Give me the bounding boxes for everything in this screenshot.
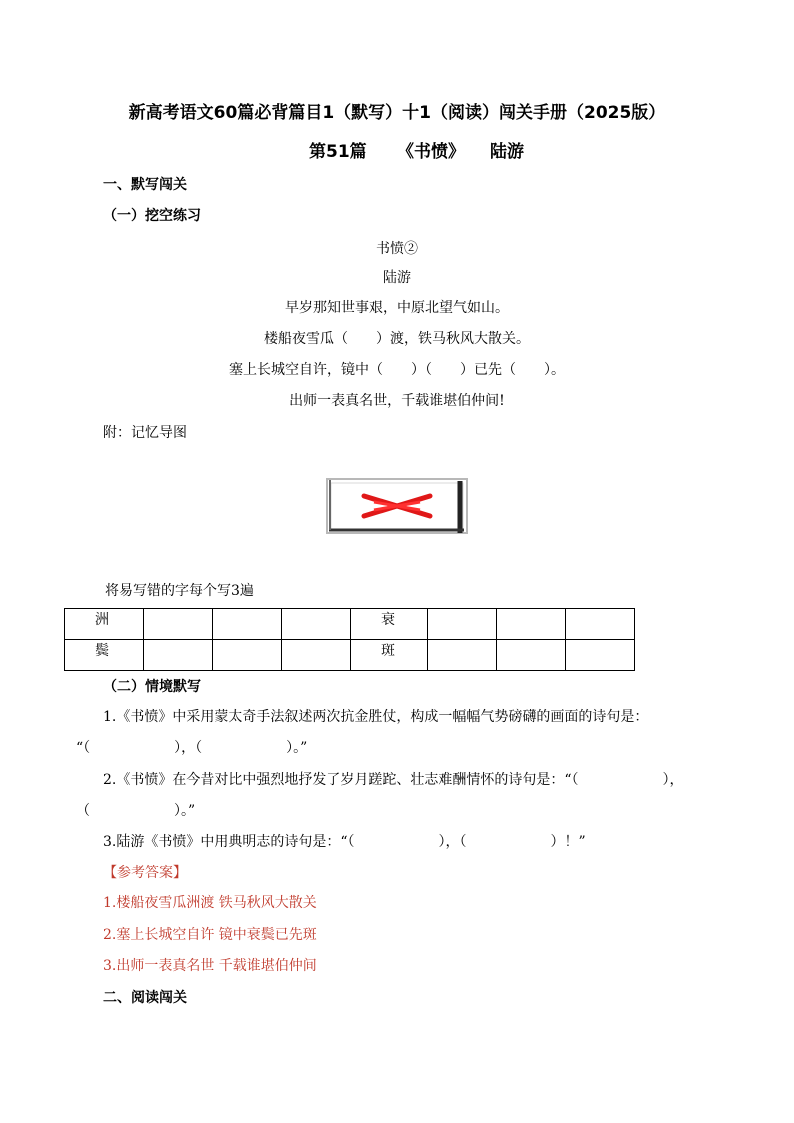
table-cell: 洲 xyxy=(65,609,144,640)
question-1-blanks: “（ ），（ ）。” xyxy=(76,740,308,756)
table-cell xyxy=(144,640,213,671)
subtitle-author: 陆游 xyxy=(490,142,524,162)
subtitle-work: 《书愤》 xyxy=(397,142,465,162)
table-cell xyxy=(566,640,635,671)
subsection-context-dictation: （二）情境默写 xyxy=(103,679,201,695)
answer-2: 2.塞上长城空自许 镜中衰鬓已先斑 xyxy=(103,927,317,943)
table-cell xyxy=(144,609,213,640)
poem-line: 楼船夜雪瓜（ ）渡，铁马秋风大散关。 xyxy=(264,331,530,347)
subsection-fill-blank: （一）挖空练习 xyxy=(103,208,201,224)
table-cell xyxy=(213,609,282,640)
practice-instruction: 将易写错的字每个写3遍 xyxy=(105,583,254,599)
document-title: 新高考语文60篇必背篇目1（默写）十1（阅读）闯关手册（2025版） xyxy=(128,103,666,123)
question-1-text: 1.《书愤》中采用蒙太奇手法叙述两次抗金胜仗，构成一幅幅气势磅礴的画面的诗句是： xyxy=(103,709,649,725)
table-cell xyxy=(282,640,351,671)
broken-image-x-icon xyxy=(326,478,468,534)
table-cell xyxy=(566,609,635,640)
poem-line: 早岁那知世事艰，中原北望气如山。 xyxy=(285,300,509,316)
poem-line: 出师一表真名世，千载谁堪伯仲间! xyxy=(289,393,505,409)
table-cell xyxy=(428,609,497,640)
answer-3: 3.出师一表真名世 千载谁堪伯仲间 xyxy=(103,958,317,974)
table-cell: 衰 xyxy=(351,609,428,640)
table-cell: 鬓 xyxy=(65,640,144,671)
table-cell xyxy=(497,609,566,640)
table-cell: 斑 xyxy=(351,640,428,671)
poem-title: 书愤② xyxy=(376,241,418,257)
practice-table xyxy=(64,608,635,671)
question-3-text: 3.陆游《书愤》中用典明志的诗句是：“（ ），（ ）！” xyxy=(103,834,586,850)
table-cell xyxy=(282,609,351,640)
subtitle-number: 第51篇 xyxy=(309,142,367,162)
question-2-blanks: （ ）。” xyxy=(76,803,196,819)
table-row xyxy=(65,640,635,671)
table-cell xyxy=(497,640,566,671)
poem-line: 塞上长城空自许，镜中（ ）（ ）已先（ ）。 xyxy=(229,362,565,378)
question-2-text: 2.《书愤》在今昔对比中强烈地抒发了岁月蹉跎、壮志难酬情怀的诗句是：“（ ）， xyxy=(103,772,684,788)
section-heading-dictation: 一、默写闯关 xyxy=(103,177,187,193)
table-cell xyxy=(213,640,282,671)
poem-author: 陆游 xyxy=(383,270,411,286)
section-heading-reading: 二、阅读闯关 xyxy=(103,990,187,1006)
answer-1: 1.楼船夜雪瓜洲渡 铁马秋风大散关 xyxy=(103,895,317,911)
table-row xyxy=(65,609,635,640)
appendix-label: 附：记忆导图 xyxy=(103,425,187,441)
table-cell xyxy=(428,640,497,671)
answers-heading: 【参考答案】 xyxy=(103,865,187,881)
